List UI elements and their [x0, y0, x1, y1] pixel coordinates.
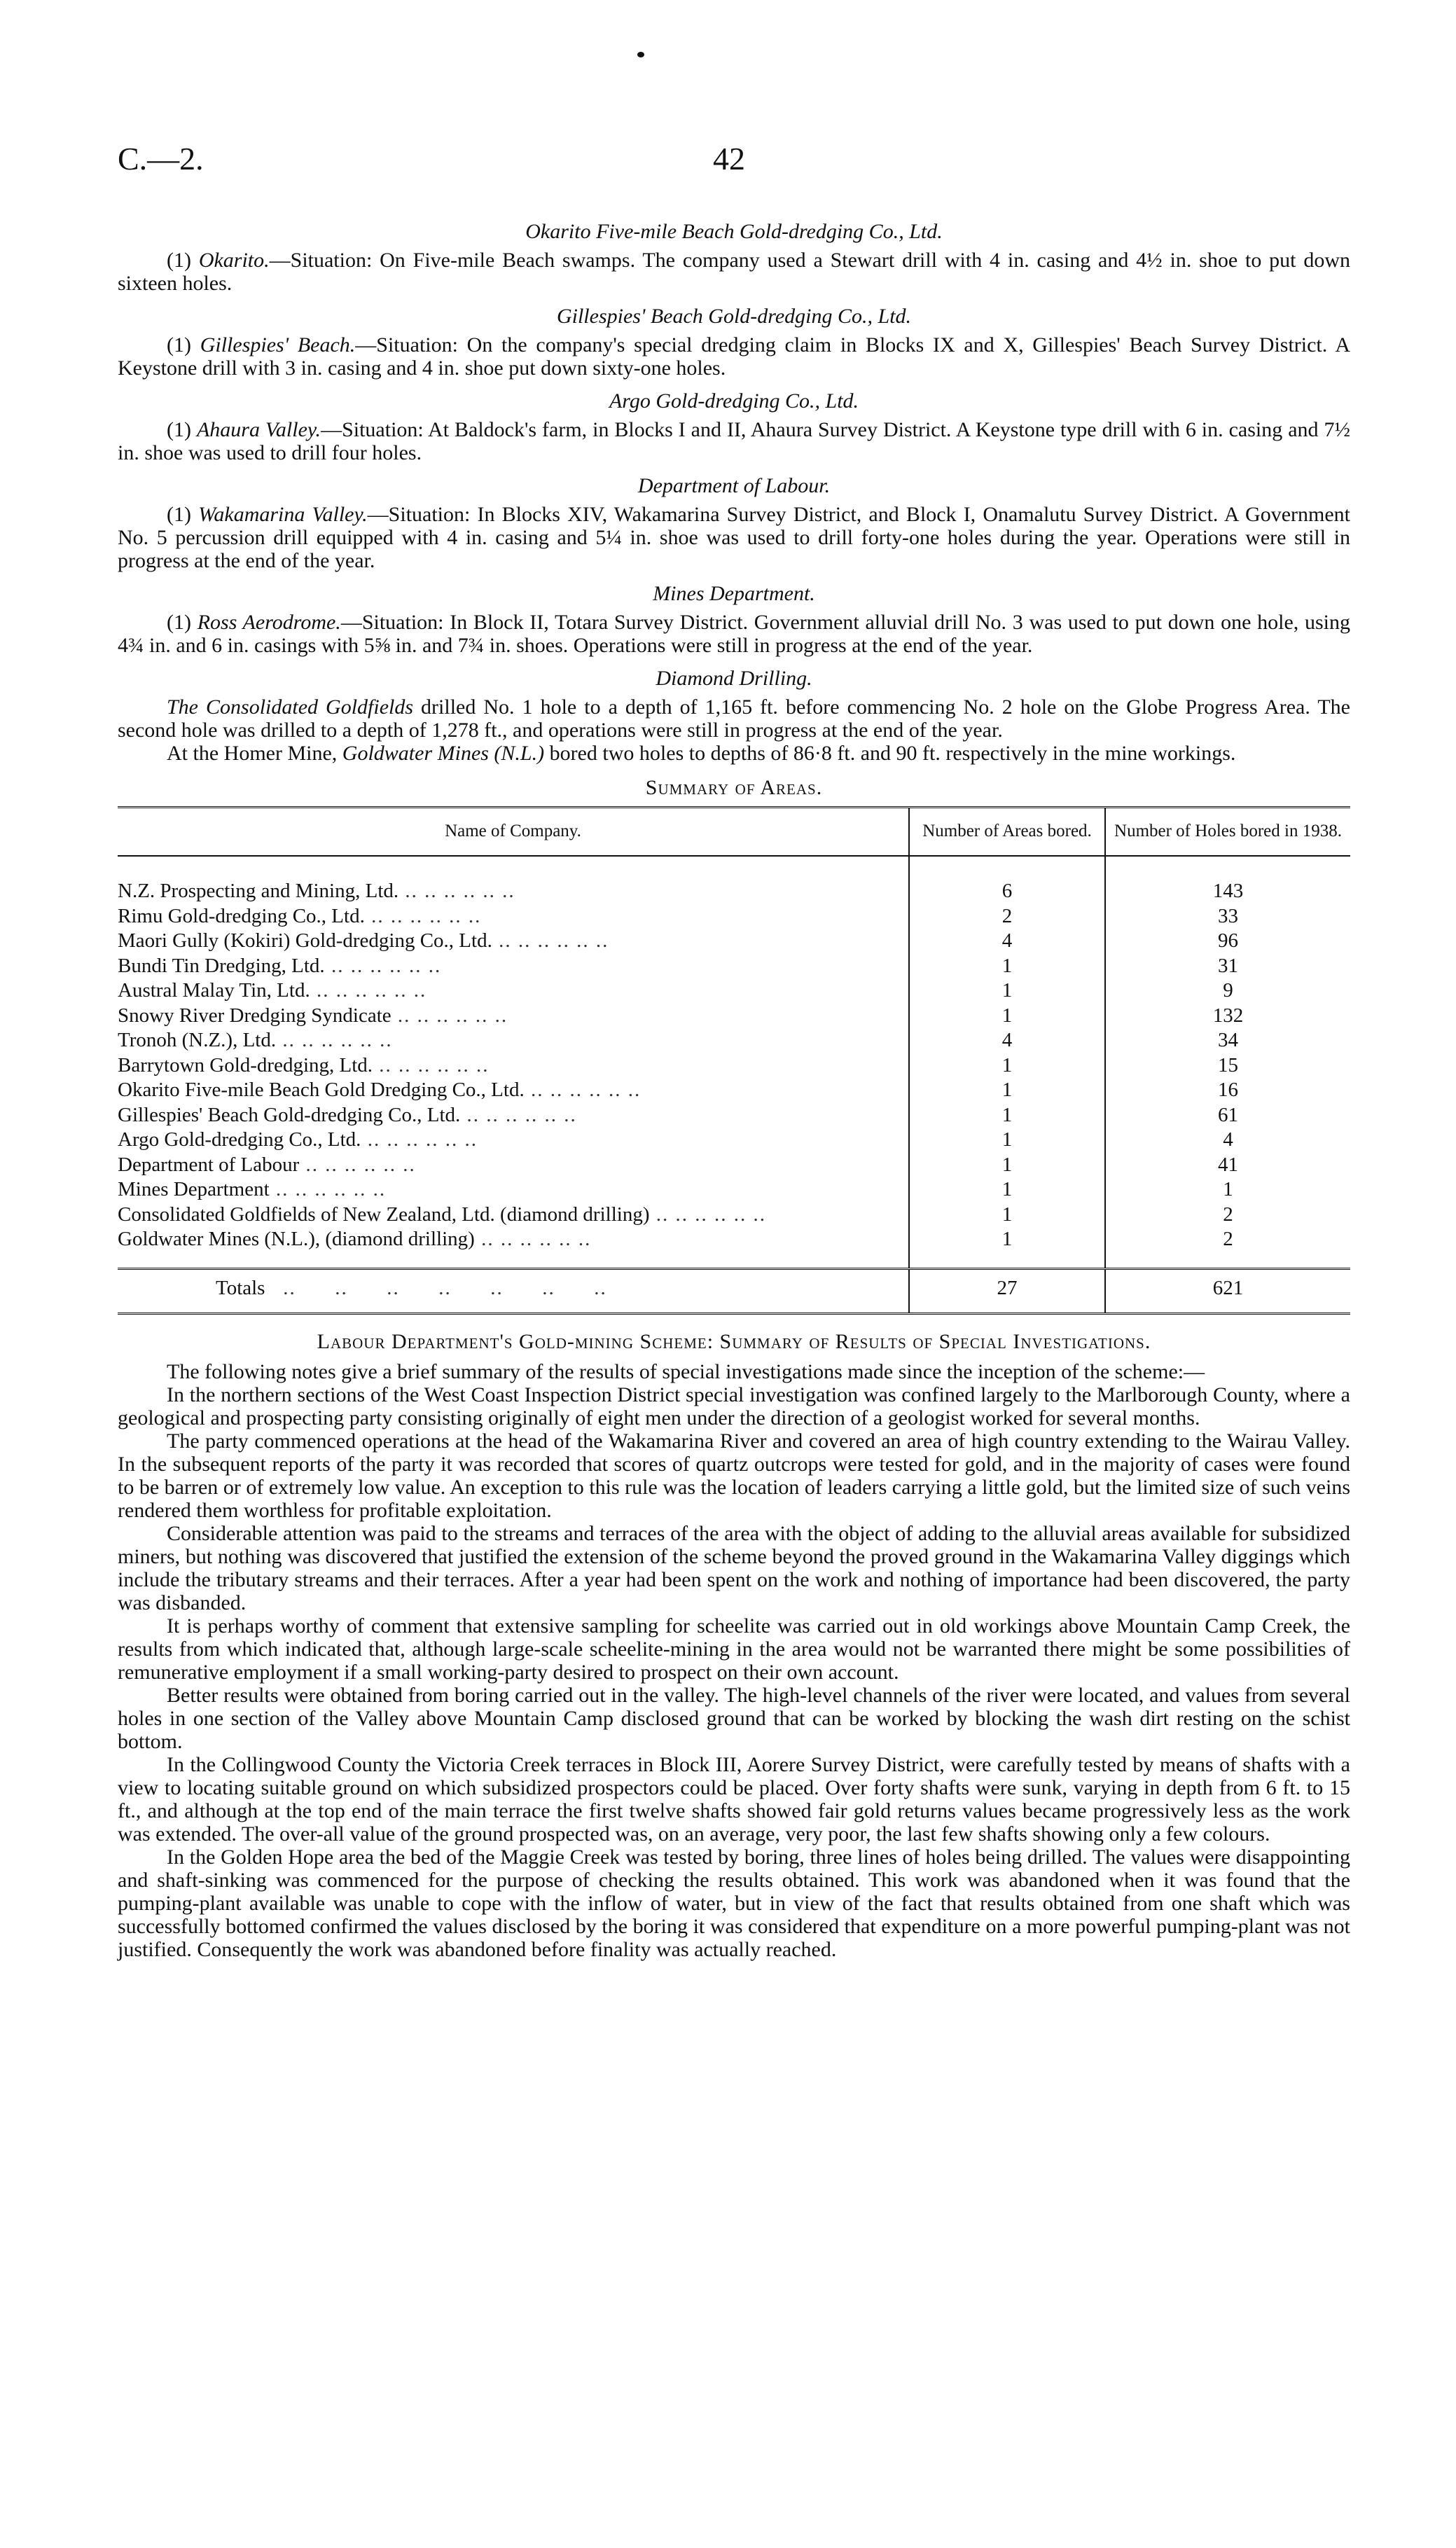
section-heading: Okarito Five-mile Beach Gold-dredging Co., Ltd.	[525, 220, 943, 243]
labour-paragraph: Better results were obtained from boring carried out in the valley. The high-level channels of the river were located, and values from several holes in one section of the Valley above Mountain Camp disclosed ground that can be worked by blocking the wash dirt resting on the schist bottom.	[118, 1684, 1350, 1753]
table-row: Snowy River Dredging Syndicate .. .. .. .. .. .. 1 132	[118, 1004, 1350, 1029]
totals-areas: 27	[909, 1268, 1105, 1314]
section-paragraph: (1) Gillespies' Beach.—Situation: On the company's special dredging claim in Blocks IX and X, Gillespies' Beach Survey District. A Keystone drill with 3 in. casing and 4 in. shoe put down sixty-one holes.	[118, 333, 1350, 380]
table-row: Okarito Five-mile Beach Gold Dredging Co., Ltd. .. .. .. .. .. .. 1 16	[118, 1078, 1350, 1103]
drilling-section-labour	[118, 474, 1350, 572]
section-heading: Mines Department.	[653, 582, 815, 605]
holes-bored: 132	[1105, 1004, 1350, 1029]
diamond-paragraph-2: At the Homer Mine, Goldwater Mines (N.L.) bored two holes to depths of 86·8 ft. and 90 ft. respectively in the mine workings.	[167, 742, 1236, 765]
table-row: Barrytown Gold-dredging, Ltd. .. .. .. .. .. .. 1 15	[118, 1053, 1350, 1079]
labour-paragraph: In the Collingwood County the Victoria Creek terraces in Block III, Aorere Survey District, were carefully tested by means of shafts with a view to locating suitable ground on which subsidized prospectors could be placed. Over forty shafts were sunk, varying in depth from 6 ft. to 15 ft., and although at the top end of the main terrace the first twelve shafts showed fair gold returns values became progressively less as the work was extended. The over-all value of the ground prospected was, on an average, very poor, the last few shafts showing only a few colours.	[118, 1753, 1350, 1846]
areas-bored: 1	[909, 1053, 1105, 1079]
labour-paragraph: In the northern sections of the West Coast Inspection District special investigation was confined largely to the Marlborough County, where a geological and prospecting party consisting originally of eight men under the direction of a geologist worked for several months.	[118, 1383, 1350, 1429]
holes-bored: 33	[1105, 904, 1350, 929]
areas-bored: 2	[909, 904, 1105, 929]
document-code: C.—2.	[118, 141, 204, 176]
company-name: Gillespies' Beach Gold-dredging Co., Ltd.	[118, 1103, 461, 1126]
holes-bored: 2	[1105, 1203, 1350, 1228]
table-row: Maori Gully (Kokiri) Gold-dredging Co., Ltd. .. .. .. .. .. .. 4 96	[118, 929, 1350, 954]
table-row: Department of Labour .. .. .. .. .. .. 1 41	[118, 1153, 1350, 1178]
labour-paragraph: The following notes give a brief summary of the results of special investigations made since the inception of the scheme:—	[167, 1360, 1205, 1383]
section-heading: Argo Gold-dredging Co., Ltd.	[609, 389, 859, 413]
areas-bored: 1	[909, 1153, 1105, 1178]
holes-bored: 61	[1105, 1103, 1350, 1128]
drilling-section-argo	[118, 389, 1350, 464]
holes-bored: 2	[1105, 1227, 1350, 1252]
totals-row: Totals .. .. .. .. .. .. .. 27 621	[118, 1268, 1350, 1314]
column-header-areas: Number of Areas bored.	[909, 808, 1105, 857]
table-row: Goldwater Mines (N.L.), (diamond drilling) .. .. .. .. .. .. 1 2	[118, 1227, 1350, 1252]
labour-paragraph: In the Golden Hope area the bed of the Maggie Creek was tested by boring, three lines of holes being drilled. The values were disappointing and shaft-sinking was commenced for the purpose of checking the results obtained. This work was abandoned when it was found that the pumping-plant available was unable to cope with the inflow of water, but in view of the fact that results obtained from one shaft which was successfully bottomed confirmed the values disclosed by the boring it was considered that expenditure on a more powerful pumping-plant was not justified. Consequently the work was abandoned before finality was actually reached.	[118, 1846, 1350, 1961]
labour-paragraph: The party commenced operations at the head of the Wakamarina River and covered an area of high country extending to the Wairau Valley. In the subsequent reports of the party it was recorded that scores of quartz outcrops were tested for gold, and in the majority of cases were found to be barren or of extremely low value. An exception to this rule was the location of leaders carrying a little gold, but the limited size of such veins rendered them worthless for profitable exploitation.	[118, 1429, 1350, 1522]
section-heading: Department of Labour.	[637, 474, 831, 497]
table-row: Consolidated Goldfields of New Zealand, Ltd. (diamond drilling) .. .. .. .. .. .. 1 2	[118, 1203, 1350, 1228]
holes-bored: 34	[1105, 1028, 1350, 1053]
section-paragraph: (1) Ahaura Valley.—Situation: At Baldock's farm, in Blocks I and II, Ahaura Survey District. A Keystone type drill with 6 in. casing and 7½ in. shoe was used to drill four holes.	[118, 418, 1350, 464]
table-row: Mines Department .. .. .. .. .. .. 1 1	[118, 1177, 1350, 1203]
drilling-section-mines	[118, 582, 1350, 657]
section-heading: Diamond Drilling.	[656, 667, 812, 690]
areas-bored: 6	[909, 879, 1105, 904]
column-header-company: Name of Company.	[445, 822, 581, 840]
company-name: Barrytown Gold-dredging, Ltd.	[118, 1053, 373, 1076]
summary-of-areas-table	[118, 806, 1350, 1315]
labour-scheme-text	[118, 1360, 1350, 1961]
company-name: Okarito Five-mile Beach Gold Dredging Co., Ltd.	[118, 1079, 525, 1101]
table-row: Bundi Tin Dredging, Ltd. .. .. .. .. .. .. 1 31	[118, 954, 1350, 979]
company-name: N.Z. Prospecting and Mining, Ltd.	[118, 880, 399, 902]
areas-bored: 4	[909, 1028, 1105, 1053]
labour-paragraph: It is perhaps worthy of comment that extensive sampling for scheelite was carried out in old workings above Mountain Camp Creek, the results from which indicated that, although large-scale scheelite-mining in the area would not be warranted there might be some possibilities of remunerative employment if a small working-party desired to prospect on their own account.	[118, 1614, 1350, 1684]
holes-bored: 1	[1105, 1177, 1350, 1203]
company-name: Bundi Tin Dredging, Ltd.	[118, 954, 325, 977]
areas-bored: 4	[909, 929, 1105, 954]
holes-bored: 41	[1105, 1153, 1350, 1178]
company-name: Argo Gold-dredging Co., Ltd.	[118, 1128, 361, 1151]
section-paragraph: (1) Okarito.—Situation: On Five-mile Beach swamps. The company used a Stewart drill with 4 in. casing and 4½ in. shoe to put down sixteen holes.	[118, 249, 1350, 295]
areas-bored: 1	[909, 1177, 1105, 1203]
section-paragraph: (1) Ross Aerodrome.—Situation: In Block II, Totara Survey District. Government alluvial drill No. 3 was used to put down one hole, using 4¾ in. and 6 in. casings with 5⅝ in. and 7¾ in. shoes. Operations were still in progress at the end of the year.	[118, 611, 1350, 657]
company-name: Maori Gully (Kokiri) Gold-dredging Co., Ltd.	[118, 929, 492, 952]
company-name: Goldwater Mines (N.L.), (diamond drilling)	[118, 1228, 475, 1250]
areas-bored: 1	[909, 1004, 1105, 1029]
table-row: Argo Gold-dredging Co., Ltd. .. .. .. .. .. .. 1 4	[118, 1128, 1350, 1153]
company-name: Tronoh (N.Z.), Ltd.	[118, 1029, 277, 1051]
section-paragraph: (1) Wakamarina Valley.—Situation: In Blocks XIV, Wakamarina Survey District, and Block I, Onamalutu Survey District. A Government No. 5 percussion drill equipped with 4 in. casing and 5¼ in. shoe was used to drill forty-one holes during the year. Operations were still in progress at the end of the year.	[118, 503, 1351, 572]
company-name: Consolidated Goldfields of New Zealand, Ltd. (diamond drilling)	[118, 1203, 650, 1226]
company-name: Rimu Gold-dredging Co., Ltd.	[118, 904, 365, 927]
company-name: Mines Department	[118, 1178, 270, 1200]
table-row: Rimu Gold-dredging Co., Ltd. .. .. .. .. .. .. 2 33	[118, 904, 1350, 929]
holes-bored: 96	[1105, 929, 1350, 954]
table-header-row	[118, 808, 1350, 857]
table-row: N.Z. Prospecting and Mining, Ltd. .. .. .. .. .. .. 6 143	[118, 879, 1350, 904]
holes-bored: 9	[1105, 978, 1350, 1004]
drilling-section-okarito	[118, 220, 1350, 295]
holes-bored: 15	[1105, 1053, 1350, 1079]
column-header-holes: Number of Holes bored in 1938.	[1105, 808, 1350, 857]
drilling-section-gillespies	[118, 305, 1350, 380]
table-row: Tronoh (N.Z.), Ltd. .. .. .. .. .. .. 4 34	[118, 1028, 1350, 1053]
ink-mark	[637, 52, 644, 57]
holes-bored: 16	[1105, 1078, 1350, 1103]
totals-label: Totals	[216, 1276, 265, 1299]
labour-paragraph: Considerable attention was paid to the streams and terraces of the area with the object of adding to the alluvial areas available for subsidized miners, but nothing was discovered that justified the extension of the scheme beyond the proved ground in the Wakamarina Valley diggings which include the tributary streams and their terraces. After a year had been spent on the work and nothing of importance had been discovered, the party was disbanded.	[118, 1522, 1350, 1614]
spacer-row	[118, 1252, 1350, 1269]
labour-scheme-title: Labour Department's Gold-mining Scheme: Summary of Results of Special Investigations.	[317, 1330, 1151, 1353]
holes-bored: 31	[1105, 954, 1350, 979]
company-name: Austral Malay Tin, Ltd.	[118, 979, 310, 1002]
table-body	[118, 856, 1350, 1268]
company-name: Snowy River Dredging Syndicate	[118, 1004, 391, 1027]
table-row: Gillespies' Beach Gold-dredging Co., Ltd. .. .. .. .. .. .. 1 61	[118, 1103, 1350, 1128]
areas-bored: 1	[909, 1103, 1105, 1128]
areas-bored: 1	[909, 1227, 1105, 1252]
summary-table-title: Summary of Areas.	[645, 776, 823, 799]
areas-bored: 1	[909, 1078, 1105, 1103]
diamond-drilling-section	[118, 667, 1350, 765]
spacer-row	[118, 856, 1350, 879]
areas-bored: 1	[909, 1203, 1105, 1228]
holes-bored: 4	[1105, 1128, 1350, 1153]
section-heading: Gillespies' Beach Gold-dredging Co., Ltd.	[556, 305, 912, 328]
diamond-paragraph-1: The Consolidated Goldfields drilled No. 1 hole to a depth of 1,165 ft. before commencing No. 2 hole on the Globe Progress Area. The second hole was drilled to a depth of 1,278 ft., and operations were still in progress at the end of the year.	[118, 695, 1350, 742]
page-content	[118, 210, 1350, 1961]
holes-bored: 143	[1105, 879, 1350, 904]
page-number: 42	[713, 141, 745, 176]
totals-holes: 621	[1105, 1268, 1350, 1314]
table-row: Austral Malay Tin, Ltd. .. .. .. .. .. .. 1 9	[118, 978, 1350, 1004]
areas-bored: 1	[909, 954, 1105, 979]
areas-bored: 1	[909, 1128, 1105, 1153]
areas-bored: 1	[909, 978, 1105, 1004]
company-name: Department of Labour	[118, 1153, 300, 1176]
